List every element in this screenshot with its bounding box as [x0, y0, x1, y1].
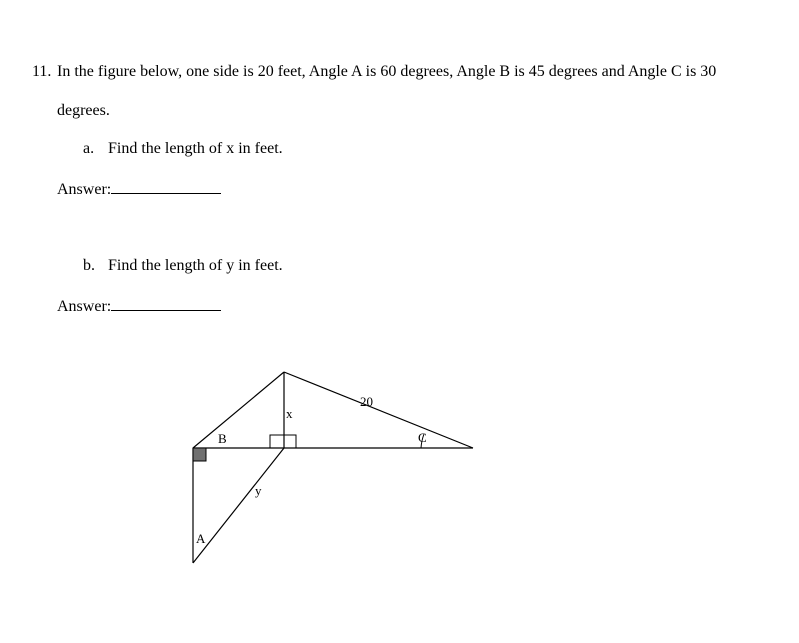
part-a-prompt: Find the length of x in feet. — [108, 140, 283, 157]
label-a: A — [196, 531, 206, 546]
label-b: B — [218, 431, 227, 446]
label-y: y — [255, 483, 262, 498]
side-20 — [284, 372, 473, 448]
answer-a-label: Answer: — [57, 181, 112, 198]
question-text-line1: In the figure below, one side is 20 feet, Angle A is 60 degrees, Angle B is 45 degrees and Angle C is 30 — [57, 63, 717, 80]
part-b-letter: b. — [83, 257, 95, 274]
part-a-letter: a. — [83, 140, 95, 157]
label-x: x — [286, 406, 293, 421]
question-text-line2: degrees. — [57, 102, 110, 119]
label-20: 20 — [360, 394, 373, 409]
right-angle-marker-filled — [193, 448, 206, 461]
label-c: C — [418, 430, 427, 445]
segment-y — [193, 448, 284, 563]
question-number: 11. — [32, 63, 52, 80]
right-angle-marker-right — [284, 435, 296, 448]
part-b-prompt: Find the length of y in feet. — [108, 257, 283, 274]
right-angle-marker-left — [270, 435, 284, 448]
answer-b-label: Answer: — [57, 298, 112, 315]
